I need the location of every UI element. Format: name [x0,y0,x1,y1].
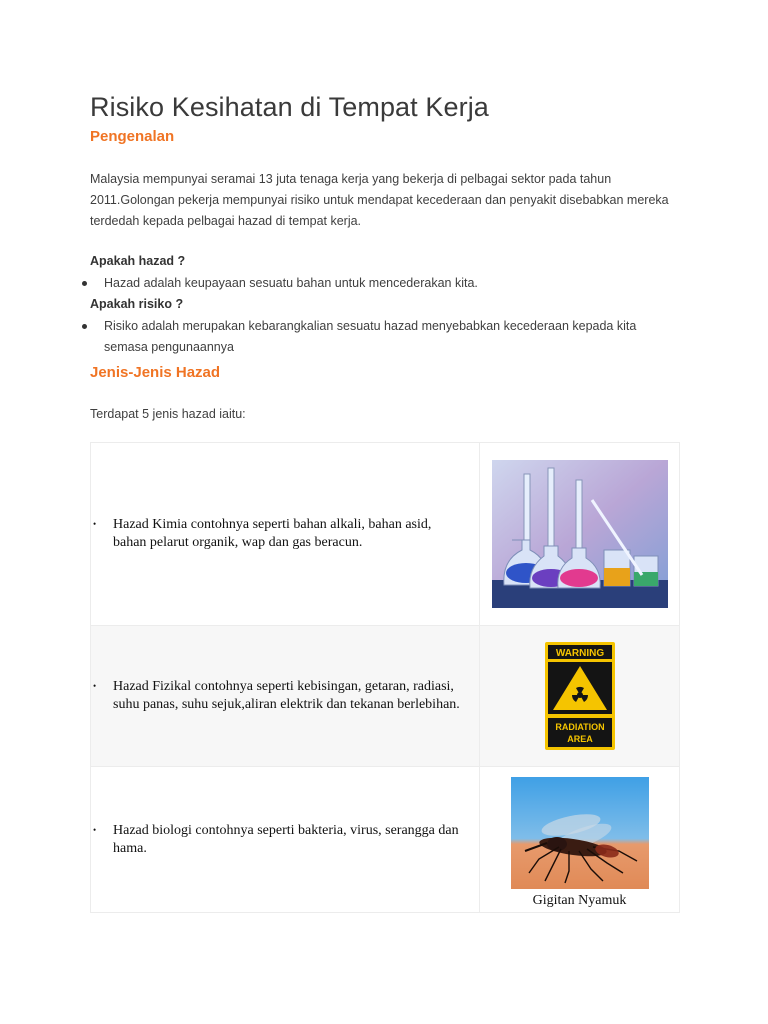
image-caption: Gigitan Nyamuk [532,892,627,908]
radiation-warning-sign [545,642,615,750]
answer-hazard: Hazad adalah keupayaan sesuatu bahan untuk mencederakan kita. [104,276,478,290]
intro-paragraph: Malaysia mempunyai seramai 13 juta tenaga kerja yang bekerja di pelbagai sektor pada tahun 2011.Golongan pekerja mempunyai risiko untuk mendapat kecederaan dan penyakit disebabkan mereka terdedah kepada pelbagai hazad di tempat kerja. [90,172,669,228]
table-row [91,626,680,767]
bullet-dot [82,281,87,286]
chemistry-flasks-image [492,460,668,608]
types-lead: Terdapat 5 jenis hazad iaitu: [90,407,246,421]
hazard-text: • Hazad Fizikal contohnya seperti kebisingan, getaran, radiasi, suhu panas, suhu sejuk,aliran elektrik dan tekanan berlebihan. [93,679,460,712]
mosquito-image [511,777,649,889]
answer-risk: Risiko adalah merupakan kebarangkalian sesuatu hazad menyebabkan kecederaan kepada kita semasa pengunaannya [104,319,637,354]
sign-radiation-label: RADIATION [554,722,605,732]
hazard-table [90,442,680,913]
section-heading-types: Jenis-Jenis Hazad [90,364,221,381]
bullet-dot [82,324,87,329]
page-title: Risiko Kesihatan di Tempat Kerja [90,92,489,122]
hazard-text: • Hazad biologi contohnya seperti bakteria, virus, serangga dan hama. [93,822,459,856]
sign-area-label: AREA [566,734,593,744]
hazard-text: • Hazad Kimia contohnya seperti bahan alkali, bahan asid, bahan pelarut organik, wap dan gas beracun. [93,517,432,550]
sign-warning-label: WARNING [555,648,604,659]
section-heading-intro: Pengenalan [90,128,175,145]
table-row [91,767,680,913]
question-risk: Apakah risiko ? [90,297,184,311]
table-row [91,443,680,626]
question-hazard: Apakah hazad ? [90,254,186,268]
